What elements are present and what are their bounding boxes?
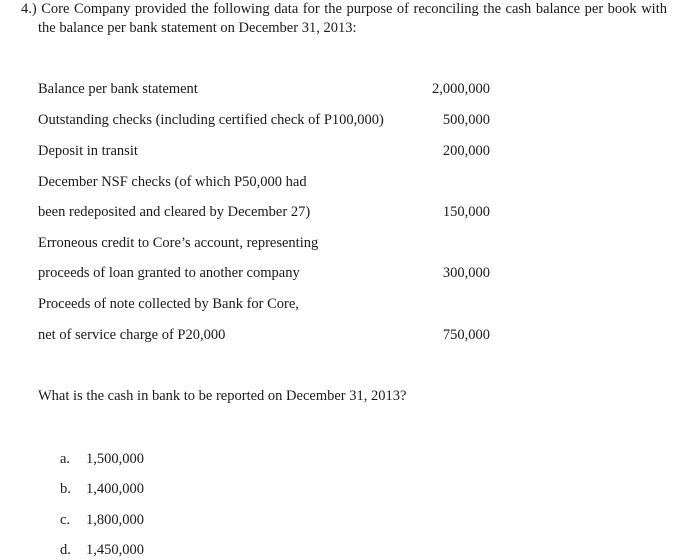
item-label: Deposit in transit: [38, 143, 138, 159]
question-text: [21, 0, 667, 38]
choice-text: 1,500,000: [86, 451, 144, 467]
item-amount: 750,000: [442, 327, 490, 343]
item-label: Erroneous credit to Core’s account, representing: [38, 235, 319, 251]
question-number: 4.): [21, 1, 37, 17]
choice-letter: b.: [60, 481, 71, 497]
choice-letter: d.: [60, 542, 71, 558]
choice-text: 1,450,000: [86, 542, 144, 558]
item-label: December NSF checks (of which P50,000 had: [38, 174, 307, 190]
question-prompt: What is the cash in bank to be reported on December 31, 2013?: [38, 388, 407, 404]
item-label: net of service charge of P20,000: [38, 327, 226, 343]
item-amount: 300,000: [442, 265, 490, 281]
item-row: [38, 141, 490, 161]
item-label: Outstanding checks (including certified check of P100,000): [38, 112, 384, 128]
item-row: [38, 110, 490, 130]
item-label: Balance per bank statement: [38, 81, 198, 97]
choice-a: [60, 449, 144, 469]
item-label: Proceeds of note collected by Bank for Core,: [38, 296, 299, 312]
choice-d: [60, 540, 144, 560]
item-label: proceeds of loan granted to another company: [38, 265, 300, 281]
item-amount: 200,000: [442, 143, 490, 159]
item-label: been redeposited and cleared by December 27): [38, 204, 311, 220]
item-amount: 150,000: [442, 204, 490, 220]
choice-letter: c.: [60, 512, 71, 528]
choice-text: 1,400,000: [86, 481, 144, 497]
item-amount: 2,000,000: [432, 81, 490, 97]
item-row: [38, 294, 490, 314]
question-body: Core Company provided the following data for the purpose of reconciling the cash balance per book with the balance per bank statement on December 31, 2013:: [38, 1, 667, 36]
item-row: [38, 202, 490, 222]
item-row: [38, 325, 490, 345]
item-row: [38, 172, 490, 192]
item-amount: 500,000: [442, 112, 490, 128]
choice-letter: a.: [60, 451, 71, 467]
choice-c: [60, 510, 144, 530]
item-row: [38, 79, 490, 99]
item-row: [38, 233, 490, 253]
choice-text: 1,800,000: [86, 512, 144, 528]
item-row: [38, 263, 490, 283]
choice-b: [60, 479, 144, 499]
